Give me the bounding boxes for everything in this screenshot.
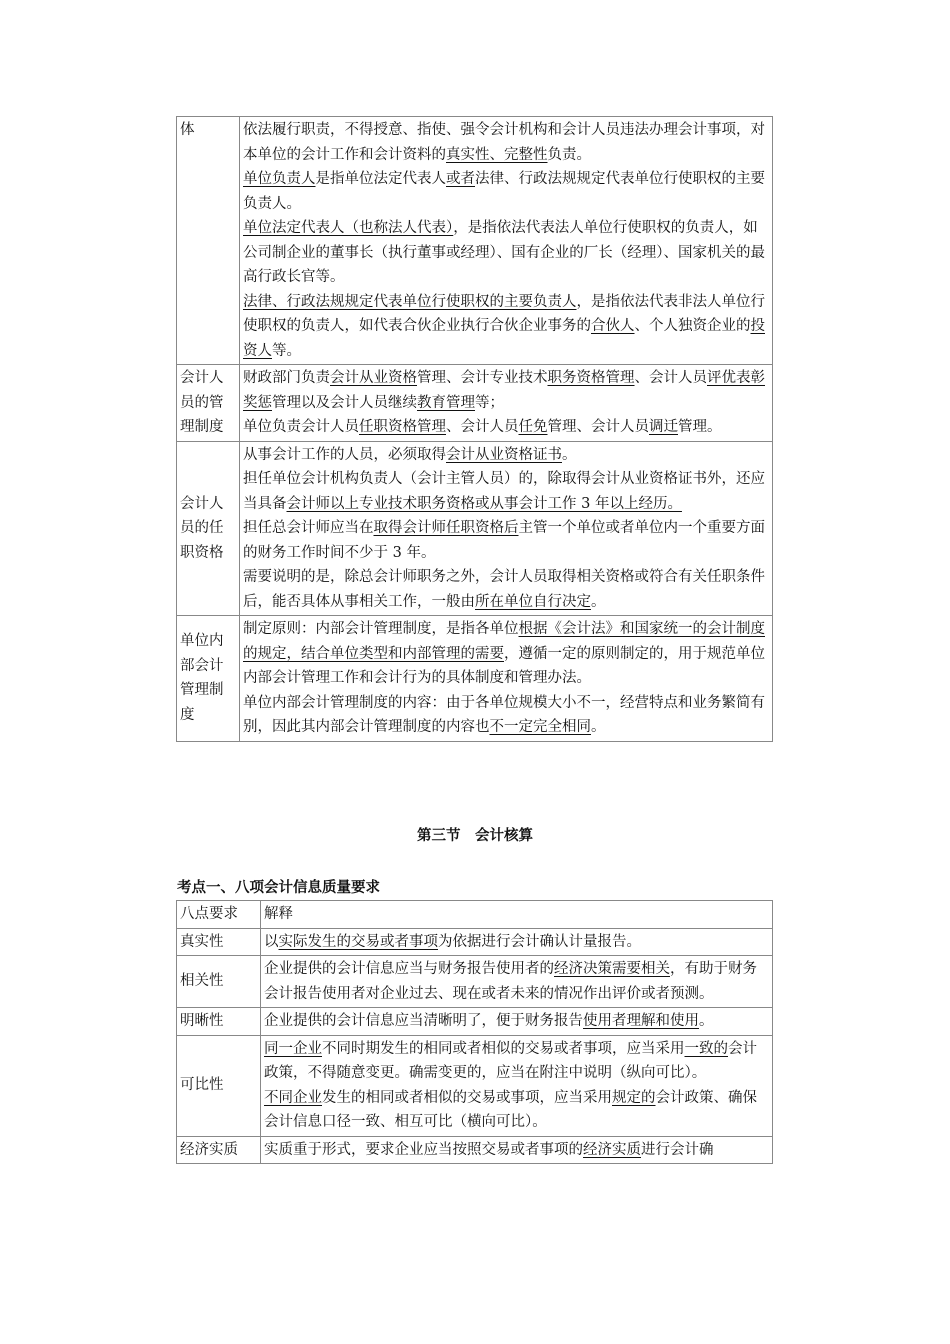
paragraph xyxy=(264,957,769,1006)
row-label: 可比性 xyxy=(177,1035,261,1136)
text-segment: 、会计人员 xyxy=(634,370,707,386)
table-row xyxy=(177,117,773,365)
quality-requirements-table xyxy=(176,900,773,1164)
underlined-text: 会计从业资格证书 xyxy=(446,446,562,463)
text-segment: 管理、会计专业技术 xyxy=(417,370,548,386)
table-header-row xyxy=(177,901,773,929)
row-label: 相关性 xyxy=(177,956,261,1008)
table-row xyxy=(177,365,773,442)
paragraph xyxy=(264,930,769,955)
underlined-text: 评优表彰奖惩 xyxy=(243,370,765,411)
text-segment: 会计政策，不得随意变更。确需变更的，应当在附注中说明（纵向可比）。 xyxy=(264,1040,757,1081)
underlined-text: 不同企业 xyxy=(264,1089,322,1106)
underlined-text: 合伙人 xyxy=(591,318,635,334)
table-row xyxy=(177,1008,773,1036)
row-label: 体 xyxy=(177,117,240,365)
underlined-text: 会计从业资格 xyxy=(330,370,417,386)
underlined-text: 或者 xyxy=(446,171,475,187)
paragraph xyxy=(243,443,769,468)
underlined-text: 单位负责人 xyxy=(243,171,316,187)
text-segment: ，有助于财务会计报告使用者对企业过去、现在或者未来的情况作出评价或者预测。 xyxy=(264,961,757,1002)
text-segment: 为依据进行会计确认计量报告。 xyxy=(438,933,641,950)
row-content xyxy=(240,616,773,742)
paragraph xyxy=(264,1138,769,1163)
underlined-text: 取得会计师任职资格后 xyxy=(373,520,519,536)
text-segment: 。 xyxy=(591,593,606,610)
section-title: 第三节 会计核算 xyxy=(417,828,533,844)
text-segment: 、个人独资企业的 xyxy=(634,318,751,334)
text-segment: ，是指依法代表非法人单位行使职权的负责人，如代表合伙企业执行合伙企业事务的 xyxy=(243,293,765,334)
underlined-text: 职务资格管理 xyxy=(547,370,635,386)
row-content xyxy=(240,117,773,365)
underlined-text: 不一定完全相同 xyxy=(489,719,591,735)
header-cell-requirement: 八点要求 xyxy=(177,901,261,929)
text-segment: 从事会计工作的人员，必须取得 xyxy=(243,446,446,463)
text-segment: 。 xyxy=(562,446,577,463)
text-segment: 等； xyxy=(475,394,504,411)
underlined-text: 任职资格管理 xyxy=(359,419,446,435)
text-segment: 以 xyxy=(264,933,279,950)
table-row xyxy=(177,616,773,742)
text-segment: 等。 xyxy=(272,342,301,359)
paragraph xyxy=(264,1009,769,1034)
text-segment: 担任总会计师应当在 xyxy=(243,520,374,536)
text-segment: 制定原则：内部会计管理制度，是指各单位 xyxy=(243,621,519,637)
row-content xyxy=(261,928,773,956)
underlined-text: 真实性、完整性 xyxy=(446,146,548,163)
underlined-text: 经济实质 xyxy=(583,1141,641,1158)
row-content xyxy=(261,1035,773,1136)
text-segment: ，是指依法代表法人单位行使职权的负责人，如公司制企业的董事长（执行董事或经理）、国有企业的厂长（经理）、国家机关的最高行政长官等。 xyxy=(243,220,765,285)
paragraph xyxy=(243,516,769,565)
underlined-text: 会计师以上专业技术职务资格或从事会计工作 3 年以上经历。 xyxy=(286,495,682,512)
underlined-text: 一致的 xyxy=(684,1040,728,1057)
text-segment: 单位负责会计人员 xyxy=(243,419,359,435)
paragraph xyxy=(243,617,769,691)
text-segment: 实质重于形式，要求企业应当按照交易或者事项的 xyxy=(264,1141,583,1158)
text-segment: 财政部门负责 xyxy=(243,370,330,386)
paragraph xyxy=(243,565,769,614)
table-row xyxy=(177,1035,773,1136)
header-cell-explanation: 解释 xyxy=(261,901,773,929)
underlined-text: 所在单位自行决定 xyxy=(475,593,591,610)
table-row xyxy=(177,1136,773,1164)
text-segment: 企业提供的会计信息应当清晰明了，便于财务报告 xyxy=(264,1013,583,1029)
row-content xyxy=(261,956,773,1008)
row-label: 会计人员的任职资格 xyxy=(177,441,240,616)
paragraph xyxy=(243,366,769,415)
text-segment: 。 xyxy=(591,719,606,735)
text-segment: 管理、会计人员 xyxy=(547,419,649,435)
underlined-text: 投资人 xyxy=(243,318,765,359)
text-segment: ，遵循一定的原则制定的，用于规范单位内部会计管理工作和会计行为的具体制度和管理办法。 xyxy=(243,645,765,686)
text-segment: 不同时期发生的相同或者相似的交易或者事项，应当采用 xyxy=(322,1040,685,1057)
text-segment: 依法履行职责，不得授意、指使、强令会计机构和会计人员违法办理会计事项，对本单位的会计工作和会计资料的 xyxy=(243,122,765,163)
paragraph xyxy=(243,290,769,364)
paragraph xyxy=(243,415,769,440)
table-row xyxy=(177,928,773,956)
text-segment: 管理以及会计人员继续 xyxy=(272,394,417,411)
underlined-text: 实际发生的交易或者事项 xyxy=(278,933,438,950)
text-segment: 法律、行政法规规定代表单位行使职权的主要负责人。 xyxy=(243,171,765,212)
paragraph xyxy=(243,216,769,290)
kaodian-title: 考点一、八项会计信息质量要求 xyxy=(177,880,380,896)
paragraph xyxy=(264,1037,769,1086)
underlined-text: 教育管理 xyxy=(417,394,475,411)
paragraph xyxy=(264,1086,769,1135)
table-row xyxy=(177,956,773,1008)
row-label: 单位内部会计管理制度 xyxy=(177,616,240,742)
responsibility-table xyxy=(176,116,773,742)
underlined-text: 使用者理解和使用 xyxy=(583,1013,699,1029)
underlined-text: 单位法定代表人（也称法人代表） xyxy=(243,220,454,236)
text-segment: 企业提供的会计信息应当与财务报告使用者的 xyxy=(264,961,554,977)
paragraph xyxy=(243,118,769,167)
text-segment: 、会计人员 xyxy=(446,419,519,435)
text-segment: 发生的相同或者相似的交易或事项，应当采用 xyxy=(322,1089,612,1106)
row-content xyxy=(261,1136,773,1164)
row-content xyxy=(240,441,773,616)
underlined-text: 任免 xyxy=(518,419,548,435)
underlined-text: 法律、行政法规规定代表单位行使职权的主要负责人 xyxy=(243,293,577,310)
text-segment: 单位内部会计管理制度的内容：由于各单位规模大小不一，经营特点和业务繁简有别，因此其内部会计管理制度的内容也 xyxy=(243,694,765,735)
paragraph xyxy=(243,691,769,740)
text-segment: 主管一个单位或者单位内一个重要方面的财务工作时间不少于 3 年。 xyxy=(243,520,765,561)
table-row xyxy=(177,441,773,616)
row-label: 会计人员的管理制度 xyxy=(177,365,240,442)
text-segment: 进行会计确 xyxy=(641,1141,714,1158)
text-segment: 需要说明的是，除总会计师职务之外，会计人员取得相关资格或符合有关任职条件后，能否具体从事相关工作，一般由 xyxy=(243,569,765,610)
text-segment: 是指单位法定代表人 xyxy=(315,171,446,187)
underlined-text: 经济决策需要相关 xyxy=(554,961,670,977)
paragraph xyxy=(243,467,769,516)
text-segment: 会计政策、确保会计信息口径一致、相互可比（横向可比）。 xyxy=(264,1089,757,1130)
row-content xyxy=(240,365,773,442)
underlined-text: 调迁 xyxy=(649,419,678,435)
text-segment: 。 xyxy=(699,1013,714,1029)
paragraph xyxy=(243,167,769,216)
text-segment: 管理。 xyxy=(678,419,722,435)
row-label: 经济实质 xyxy=(177,1136,261,1164)
text-segment: 担任单位会计机构负责人（会计主管人员）的，除取得会计从业资格证书外，还应当具备 xyxy=(243,471,765,512)
row-label: 真实性 xyxy=(177,928,261,956)
underlined-text: 同一企业 xyxy=(264,1040,322,1057)
underlined-text: 规定的 xyxy=(612,1089,656,1106)
row-content xyxy=(261,1008,773,1036)
underlined-text: 根据《会计法》和国家统一的会计制度的规定，结合单位类型和内部管理的需要 xyxy=(243,621,765,662)
row-label: 明晰性 xyxy=(177,1008,261,1036)
text-segment: 负责。 xyxy=(547,146,591,163)
